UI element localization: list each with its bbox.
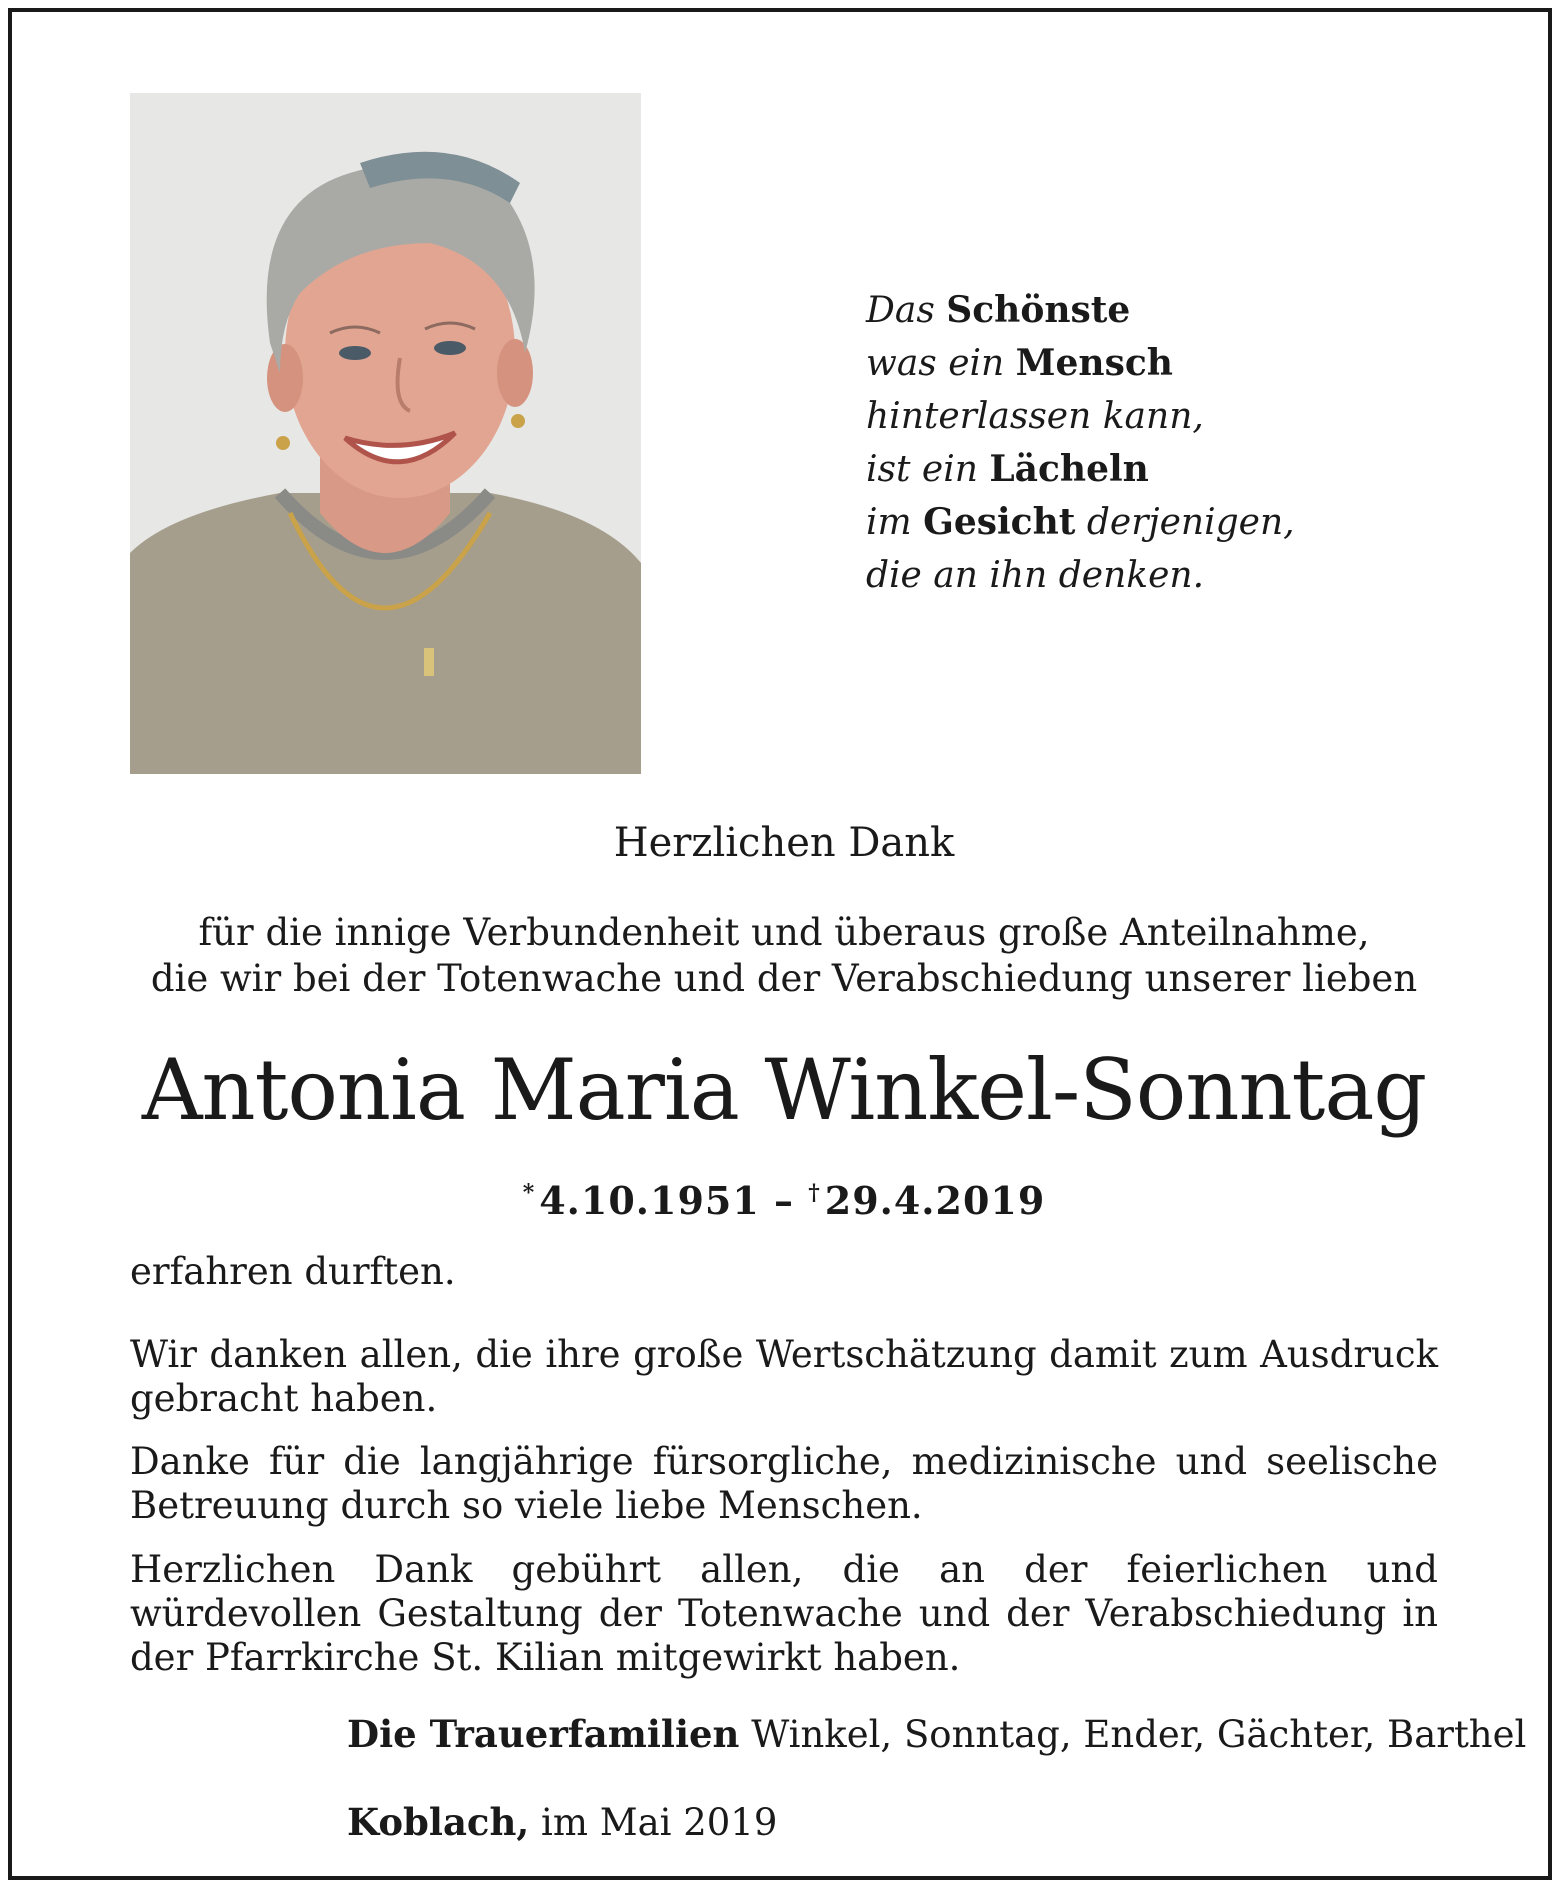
poem-text: was ein xyxy=(866,343,1016,384)
birth-date: 4.10.1951 xyxy=(539,1178,760,1223)
body-paragraph-1: Wir danken allen, die ihre große Wertschätzung damit zum Ausdruck gebracht haben. xyxy=(130,1333,1438,1420)
portrait-illustration xyxy=(130,93,641,774)
poem-text: die an ihn denken. xyxy=(866,555,1205,596)
death-symbol: † xyxy=(808,1180,821,1206)
poem-text: hinterlassen kann, xyxy=(866,396,1204,437)
poem-text: ist ein xyxy=(866,449,990,490)
deceased-name: Antonia Maria Winkel-Sonntag xyxy=(141,1041,1427,1139)
portrait-photo xyxy=(130,93,641,774)
poem-text: derjenigen, xyxy=(1075,502,1295,543)
intro-line-2: die wir bei der Totenwache und der Verabschiedung unserer lieben xyxy=(150,957,1418,1000)
poem-line xyxy=(866,337,1295,390)
poem-text: im xyxy=(866,502,924,543)
signature-place: Koblach, xyxy=(347,1800,530,1844)
intro-line-1: für die innige Verbundenheit und überaus große Anteilnahme, xyxy=(198,911,1370,954)
poem-line xyxy=(866,390,1295,443)
thanks-heading: Herzlichen Dank xyxy=(613,820,955,866)
life-dates xyxy=(0,1168,1568,1226)
poem-line xyxy=(866,496,1295,549)
body-paragraph-2: Danke für die langjährige fürsorgliche, medizinische und seelische Betreuung durch so viele liebe Menschen. xyxy=(130,1440,1438,1527)
date-separator: – xyxy=(759,1178,809,1223)
signature-place-date xyxy=(347,1800,777,1845)
poem-emphasis: Lächeln xyxy=(989,448,1149,490)
body-paragraph-3: Herzlichen Dank gebührt allen, die an der feierlichen und würdevollen Gestaltung der Totenwache und der Verabschiedung in der Pfarrkirche St. Kilian mitgewirkt haben. xyxy=(130,1548,1438,1679)
poem-emphasis: Mensch xyxy=(1015,342,1173,384)
signature-label: Die Trauerfamilien xyxy=(347,1712,740,1756)
family-names: Winkel, Sonntag, Ender, Gächter, Barthel xyxy=(739,1713,1527,1756)
poem-line xyxy=(866,443,1295,496)
death-date: 29.4.2019 xyxy=(824,1178,1046,1223)
signature-families xyxy=(347,1712,1526,1757)
body-paragraph-0: erfahren durften. xyxy=(130,1250,456,1293)
signature-date: im Mai 2019 xyxy=(529,1801,778,1844)
poem-line xyxy=(866,549,1295,602)
intro-text xyxy=(0,910,1568,1002)
poem-text: Das xyxy=(866,290,947,331)
poem xyxy=(866,284,1295,602)
poem-line xyxy=(866,284,1295,337)
poem-emphasis: Schönste xyxy=(946,289,1131,331)
poem-emphasis: Gesicht xyxy=(923,501,1076,543)
birth-symbol: * xyxy=(522,1180,536,1206)
